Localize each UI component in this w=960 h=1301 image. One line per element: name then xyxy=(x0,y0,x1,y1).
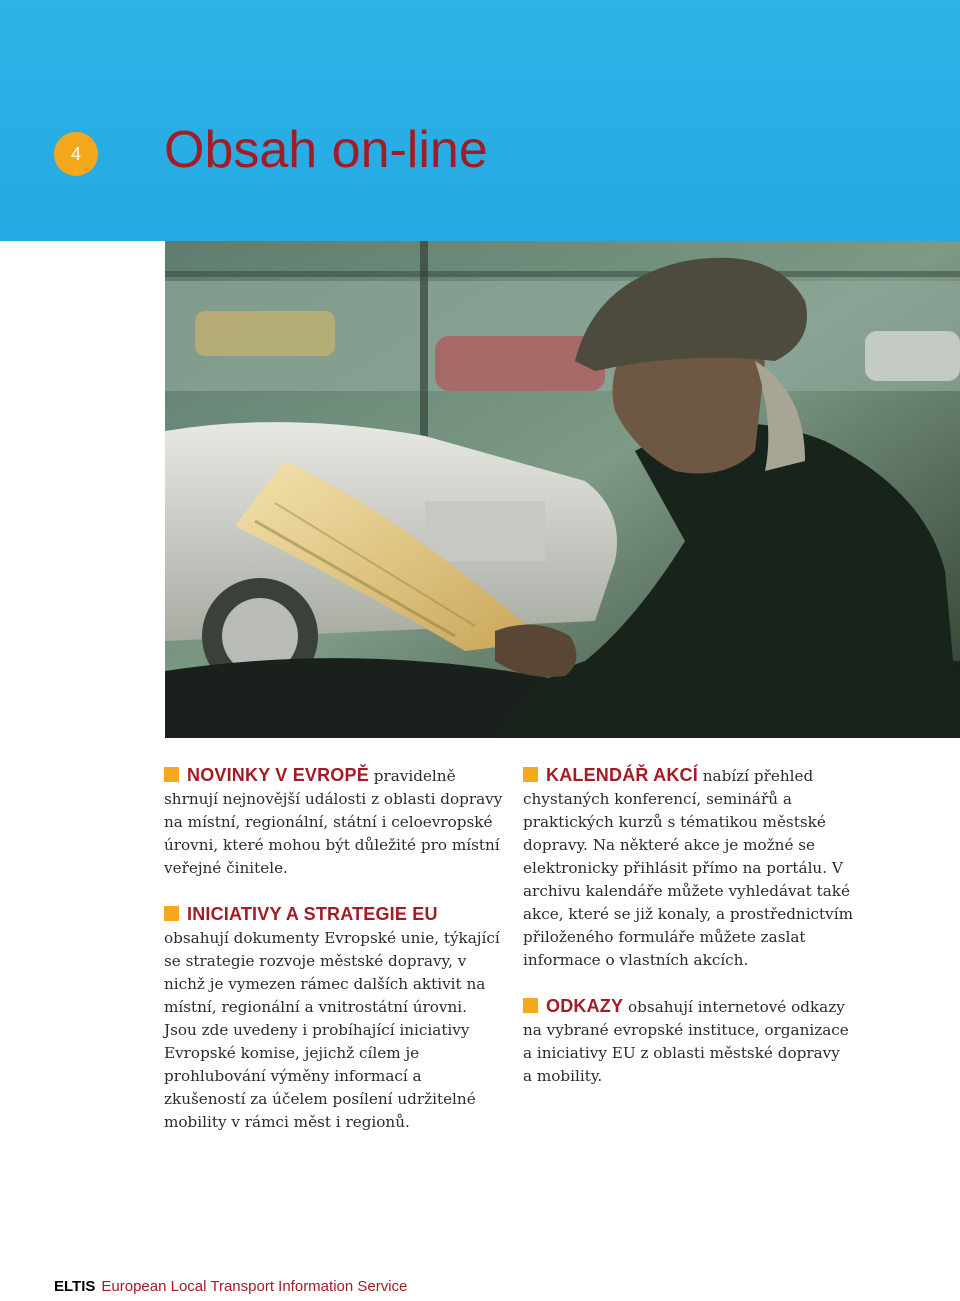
section-heading: NOVINKY V EVROPĚ xyxy=(187,765,369,785)
section-heading: KALENDÁŘ AKCÍ xyxy=(546,765,698,785)
footer-text: European Local Transport Information Service xyxy=(101,1278,408,1295)
section-text: obsahují internetové odkazy na vybrané evropské instituce, organizace a iniciativy EU z oblasti městské dopravy a mobility. xyxy=(523,998,849,1085)
footer xyxy=(54,1278,407,1295)
section-text: obsahují dokumenty Evropské unie, týkající se strategie rozvoje městské dopravy, v nichž je vymezen rámec dalších aktivit na místní, regionální a vnitrostátní úrovni. Jsou zde uvedeny i probíhající iniciativy Evropské komise, jejichž cílem je prohlubování výměny informací a zkušeností za účelem posílení udržitelné mobility v rámci měst i regionů. xyxy=(164,929,500,1131)
bullet-square-icon xyxy=(523,998,538,1013)
section-text: pravidelně shrnují nejnovější události z oblasti dopravy na místní, regionální, státní i celoevropské úrovni, které mohou být důležité pro místní veřejné činitele. xyxy=(164,767,503,877)
footer-brand: ELTIS xyxy=(54,1278,96,1295)
section-heading: ODKAZY xyxy=(546,996,624,1016)
section-odkazy xyxy=(523,995,853,1088)
bullet-square-icon xyxy=(523,767,538,782)
section-text: nabízí přehled chystaných konferencí, seminářů a praktických kurzů s tématikou městské dopravy. Na některé akce je možné se elektronicky přihlásit přímo na portálu. V archivu kalendáře můžete vyhledávat také akce, které se již konaly, a prostřednictvím přiloženého formuláře můžete zaslat informace o vlastních akcích. xyxy=(523,767,854,969)
bullet-square-icon xyxy=(164,767,179,782)
section-heading: INICIATIVY A STRATEGIE EU xyxy=(187,904,438,924)
left-column xyxy=(164,764,504,1134)
section-kalendar xyxy=(523,764,853,972)
header-band xyxy=(0,0,960,241)
bullet-square-icon xyxy=(164,906,179,921)
photo-man-reading-newspaper xyxy=(165,241,960,738)
section-novinky xyxy=(164,764,504,880)
page-number-badge: 4 xyxy=(54,132,98,176)
section-iniciativy xyxy=(164,903,504,1134)
right-column xyxy=(523,764,853,1088)
page-title: Obsah on-line xyxy=(164,121,488,179)
